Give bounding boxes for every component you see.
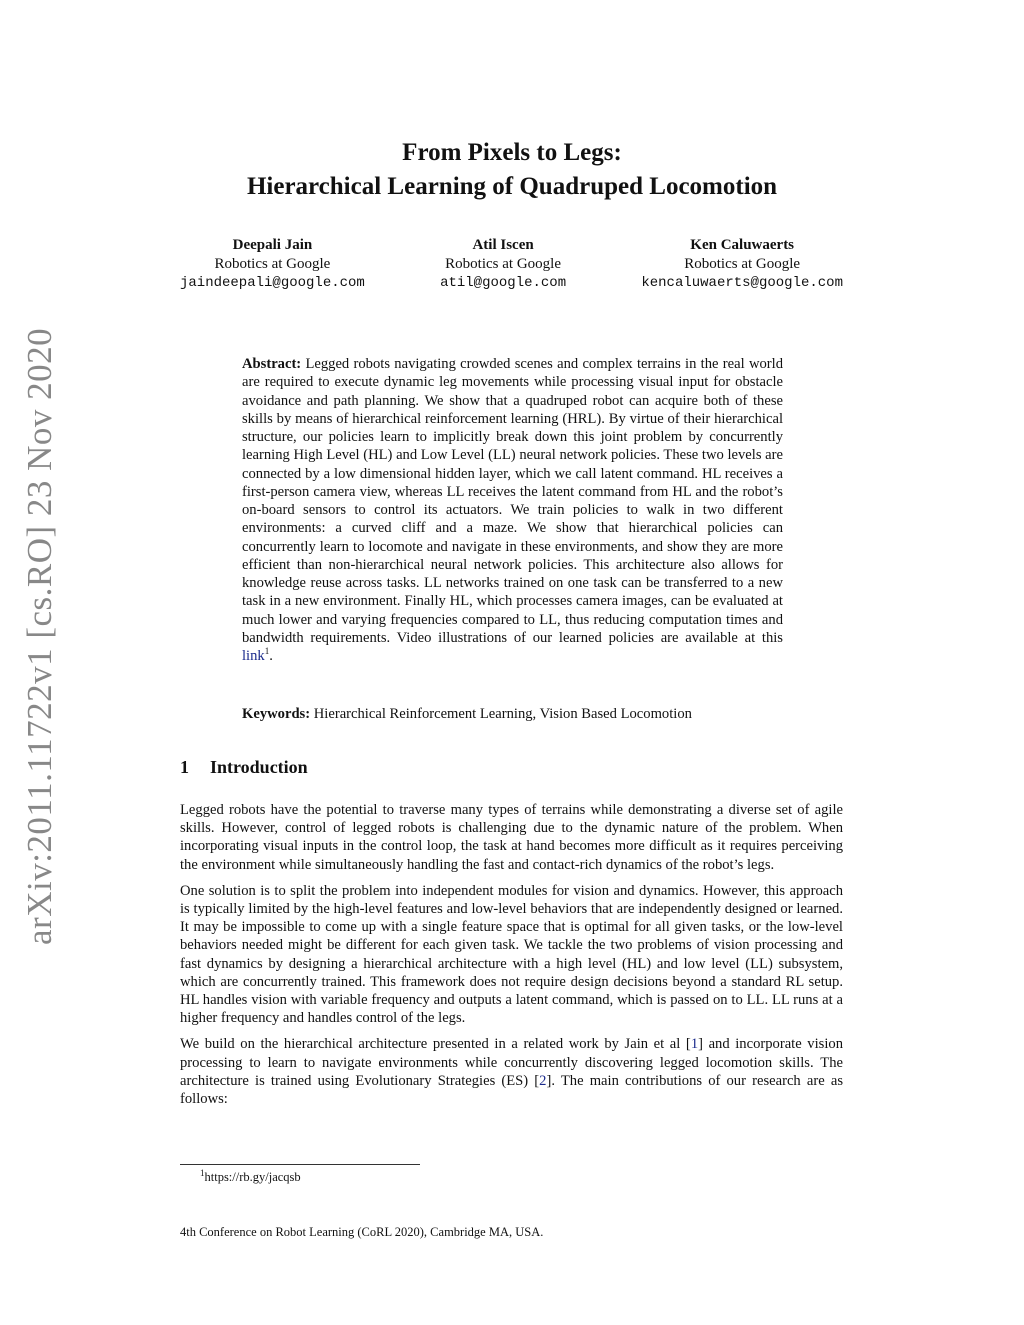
author-name: Atil Iscen: [472, 237, 534, 253]
footnote-number: 1: [200, 1167, 205, 1178]
paragraph: [180, 1035, 843, 1108]
footnote: [200, 1167, 301, 1185]
abstract: [242, 355, 783, 665]
section-title: Introduction: [210, 757, 308, 777]
paragraph: Legged robots have the potential to traverse many types of terrains while demonstrating a diverse set of agile skills. However, control of legged robots is challenging due to the dynamic nature of the problem. When incorporating visual inputs in the control loop, the task at hand becomes more difficult as it requires perceiving the environment while simultaneously handling the fast and contact-rich dynamics of the robot’s legs.: [180, 802, 843, 873]
keywords-label: Keywords:: [242, 706, 311, 722]
footnote-mark: 1: [264, 646, 270, 657]
arxiv-stamp: arXiv:2011.11722v1 [cs.RO] 23 Nov 2020: [20, 327, 59, 945]
abstract-end: .: [269, 648, 273, 664]
author-list: [180, 236, 843, 293]
title-line-1: From Pixels to Legs:: [402, 139, 622, 166]
footnote-url[interactable]: https://rb.gy/jacqsb: [204, 1170, 301, 1184]
author-affiliation: Robotics at Google: [684, 256, 801, 272]
keywords: [242, 706, 783, 723]
author-affiliation: Robotics at Google: [214, 256, 331, 272]
paragraph-text: We build on the hierarchical architecture presented in a related work by Jain et al [: [180, 1036, 691, 1053]
author: [440, 236, 566, 293]
author-affiliation: Robotics at Google: [445, 256, 561, 272]
paragraph-text: ]. The main contributions of our research are as follows:: [180, 1072, 843, 1108]
author-name: Deepali Jain: [232, 237, 313, 253]
citation-link[interactable]: 2: [539, 1072, 547, 1089]
author-name: Ken Caluwaerts: [690, 237, 795, 253]
video-link[interactable]: link: [242, 648, 265, 664]
footnote-rule: [180, 1164, 420, 1165]
author-email: atil@google.com: [440, 275, 567, 291]
abstract-label: Abstract:: [242, 356, 302, 372]
keywords-text: Hierarchical Reinforcement Learning, Vision Based Locomotion: [313, 706, 692, 722]
section-heading: [180, 757, 308, 778]
section-number: 1: [180, 757, 189, 777]
paragraph: One solution is to split the problem into independent modules for vision and dynamics. However, this approach is typically limited by the high-level features and low-level behaviors that are independently designed or learned. It may be impossible to come up with a single feature space that is optimal for all given tasks, or the low-level behaviors needed might be different for each given task. We tackle the two problems of vision processing and fast dynamics by designing a hierarchical architecture with a high level (HL) and low level (LL) subsystem, which are concurrently trained. This framework does not require design decisions beyond a standard RL setup. HL handles vision with variable frequency and outputs a latent command, which is passed on to LL. LL runs at a higher frequency and handles control of the legs.: [180, 882, 843, 1027]
abstract-text: Legged robots navigating crowded scenes and complex terrains in the real world are required to execute dynamic leg movements while processing visual input for obstacle avoidance and path planning. We show that a quadruped robot can acquire both of these skills by means of hierarchical reinforcement learning (HRL). By virtue of their hierarchical structure, our policies learn to implicitly break down this joint problem by concurrently learning High Level (HL) and Low Level (LL) neural network policies. These two levels are connected by a low dimensional hidden layer, which we call latent command. HL receives a first-person camera view, whereas LL receives the latent command from HL and the robot’s on-board sensors to control its actuators. We train policies to walk in two different environments: a curved cliff and a maze. We show that hierarchical policies can concurrently learn to locomote and navigate in these environments, and show they are more efficient than non-hierarchical neural network policies. This architecture also allows for knowledge reuse across tasks. LL networks trained on one task can be transferred to a new task in a new environment. Finally HL, which processes camera images, can be evaluated at much lower and varying frequencies compared to LL, thus reducing computation times and bandwidth requirements. Video illustrations of our learned policies are available at this: [242, 356, 783, 646]
paragraph-text: ] and incorporate vision processing to learn to navigate environments while concurrently discovering legged locomotion skills. The architecture is trained using Evolutionary Strategies (ES) [: [180, 1036, 843, 1089]
author-email: jaindeepali@google.com: [180, 275, 365, 291]
author: [180, 236, 365, 293]
citation-link[interactable]: 1: [690, 1036, 699, 1053]
author-email: kencaluwaerts@google.com: [641, 275, 843, 291]
title-line-2: Hierarchical Learning of Quadruped Locomotion: [246, 173, 778, 200]
author: [641, 236, 843, 293]
paper-title: [0, 136, 1024, 204]
body-text: [180, 801, 843, 1116]
conference-note: 4th Conference on Robot Learning (CoRL 2020), Cambridge MA, USA.: [180, 1225, 544, 1239]
